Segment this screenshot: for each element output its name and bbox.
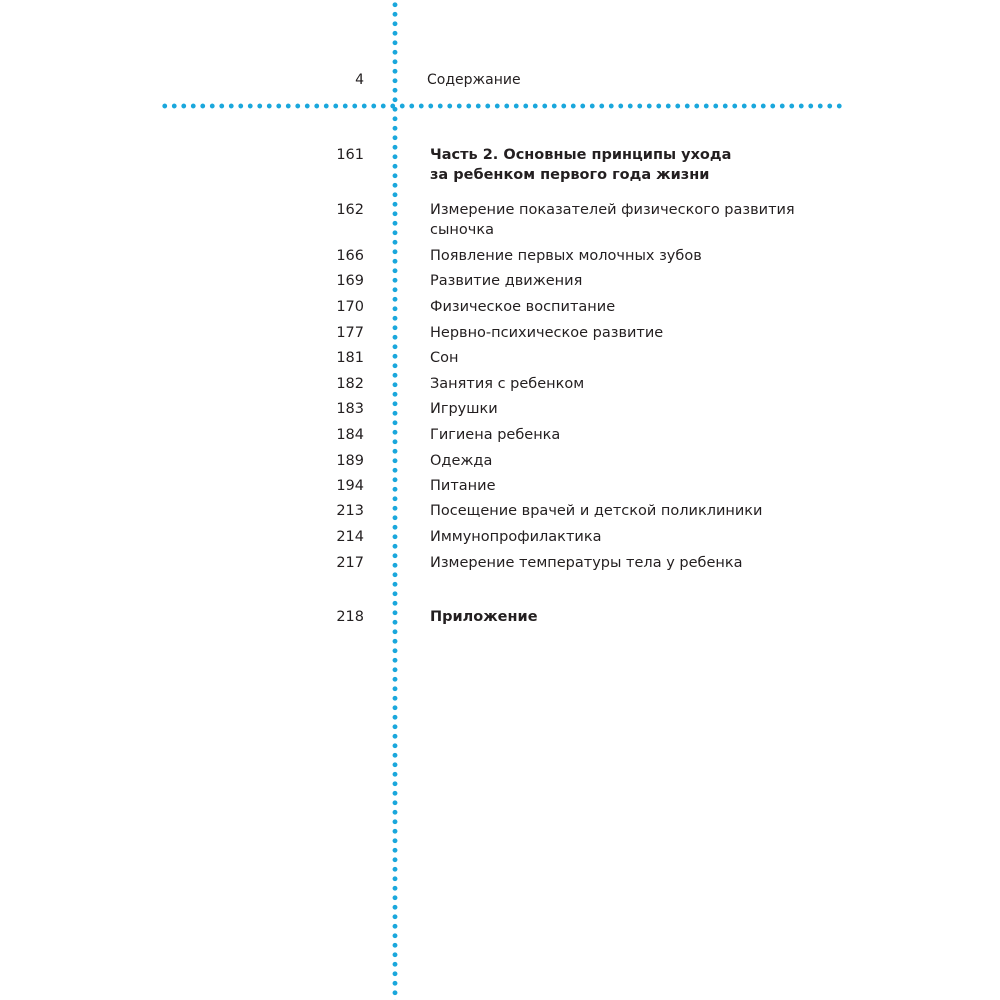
toc-page-number: 166 <box>336 248 364 264</box>
page-header-title: Содержание <box>427 72 521 88</box>
toc-page-number: 161 <box>336 147 364 163</box>
toc-page-number: 218 <box>336 609 364 625</box>
toc-entry-title: Измерение температуры тела у ребенка <box>430 555 743 571</box>
toc-entry-title: Приложение <box>430 609 538 625</box>
toc-entry-title: Питание <box>430 478 496 494</box>
toc-page-number: 194 <box>336 478 364 494</box>
toc-entry-title: Гигиена ребенка <box>430 427 561 443</box>
toc-page-number: 217 <box>336 555 364 571</box>
toc-entry-title: Измерение показателей физического развития сыночка <box>430 202 795 238</box>
toc-entry-title: Часть 2. Основные принципы ухода за ребенком первого года жизни <box>430 147 732 183</box>
toc-entry-title: Развитие движения <box>430 273 583 289</box>
toc-page-number: 214 <box>336 529 364 545</box>
toc-page-number: 189 <box>336 453 364 469</box>
toc-entry-title: Игрушки <box>430 401 498 417</box>
toc-page-number: 184 <box>336 427 364 443</box>
toc-entry-title: Занятия с ребенком <box>430 376 585 392</box>
toc-page-number: 169 <box>336 273 364 289</box>
toc-page-number: 183 <box>336 401 364 417</box>
horizontal-dotted-divider <box>160 103 844 109</box>
toc-page-number: 170 <box>336 299 364 315</box>
toc-entry-title: Появление первых молочных зубов <box>430 248 702 264</box>
page-number: 4 <box>355 72 364 88</box>
toc-entry-title: Посещение врачей и детской поликлиники <box>430 503 763 519</box>
toc-page-number: 177 <box>336 325 364 341</box>
toc-entry-title: Одежда <box>430 453 493 469</box>
toc-entry-title: Физическое воспитание <box>430 299 616 315</box>
toc-page-number: 182 <box>336 376 364 392</box>
toc-page-number: 162 <box>336 202 364 218</box>
toc-page-number: 213 <box>336 503 364 519</box>
toc-entry-title: Нервно-психическое развитие <box>430 325 664 341</box>
toc-entry-title: Сон <box>430 350 459 366</box>
toc-page-number: 181 <box>336 350 364 366</box>
toc-entry-title: Иммунопрофилактика <box>430 529 602 545</box>
vertical-dotted-divider <box>392 0 398 1000</box>
